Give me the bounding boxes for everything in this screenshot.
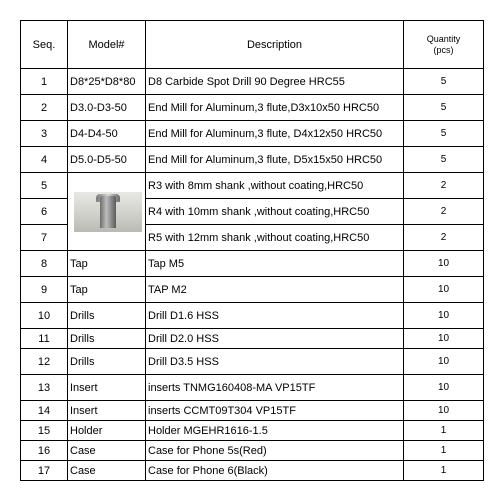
description-cell: Drill D1.6 HSS <box>146 303 404 329</box>
model-cell: Case <box>68 441 146 461</box>
model-cell: Drills <box>68 329 146 349</box>
description-cell: R4 with 10mm shank ,without coating,HRC50 <box>146 199 404 225</box>
quantity-cell: 10 <box>404 303 484 329</box>
seq-cell: 3 <box>21 121 68 147</box>
table-header-row <box>21 21 484 69</box>
quantity-cell: 10 <box>404 277 484 303</box>
seq-cell: 13 <box>21 375 68 401</box>
description-cell: End Mill for Aluminum,3 flute, D4x12x50 HRC50 <box>146 121 404 147</box>
table-row <box>21 401 484 421</box>
header-quantity-line2: (pcs) <box>433 44 454 55</box>
header-model: Model# <box>68 21 146 69</box>
quantity-cell: 5 <box>404 69 484 95</box>
ball-end-mill-image <box>74 192 142 232</box>
header-description: Description <box>146 21 404 69</box>
description-cell: Drill D3.5 HSS <box>146 349 404 375</box>
seq-cell: 1 <box>21 69 68 95</box>
model-cell: D5.0-D5-50 <box>68 147 146 173</box>
table-row <box>21 121 484 147</box>
table-row <box>21 173 484 199</box>
seq-cell: 12 <box>21 349 68 375</box>
seq-cell: 8 <box>21 251 68 277</box>
quantity-cell: 1 <box>404 441 484 461</box>
table-row <box>21 277 484 303</box>
description-cell: R5 with 12mm shank ,without coating,HRC50 <box>146 225 404 251</box>
seq-cell: 9 <box>21 277 68 303</box>
model-cell: Drills <box>68 303 146 329</box>
description-cell: Tap M5 <box>146 251 404 277</box>
quantity-cell: 1 <box>404 461 484 481</box>
table-row <box>21 303 484 329</box>
table-row <box>21 349 484 375</box>
description-cell: D8 Carbide Spot Drill 90 Degree HRC55 <box>146 69 404 95</box>
model-image-cell <box>68 173 146 251</box>
table-row <box>21 461 484 481</box>
quantity-cell: 2 <box>404 173 484 199</box>
seq-cell: 17 <box>21 461 68 481</box>
quantity-cell: 5 <box>404 147 484 173</box>
seq-cell: 2 <box>21 95 68 121</box>
description-cell: Drill D2.0 HSS <box>146 329 404 349</box>
model-cell: Holder <box>68 421 146 441</box>
quantity-cell: 10 <box>404 329 484 349</box>
header-quantity-line1: Quantity <box>426 33 461 44</box>
quantity-cell: 5 <box>404 95 484 121</box>
description-cell: inserts CCMT09T304 VP15TF <box>146 401 404 421</box>
model-cell: Drills <box>68 349 146 375</box>
description-cell: TAP M2 <box>146 277 404 303</box>
description-cell: End Mill for Aluminum,3 flute, D5x15x50 HRC50 <box>146 147 404 173</box>
quantity-cell: 10 <box>404 375 484 401</box>
seq-cell: 4 <box>21 147 68 173</box>
table-row <box>21 329 484 349</box>
description-cell: End Mill for Aluminum,3 flute,D3x10x50 HRC50 <box>146 95 404 121</box>
description-cell: R3 with 8mm shank ,without coating,HRC50 <box>146 173 404 199</box>
quantity-cell: 10 <box>404 401 484 421</box>
seq-cell: 7 <box>21 225 68 251</box>
seq-cell: 14 <box>21 401 68 421</box>
quantity-cell: 5 <box>404 121 484 147</box>
description-cell: inserts TNMG160408-MA VP15TF <box>146 375 404 401</box>
quantity-cell: 2 <box>404 199 484 225</box>
model-cell: Tap <box>68 251 146 277</box>
table-row <box>21 147 484 173</box>
seq-cell: 10 <box>21 303 68 329</box>
tool-shank-shape <box>100 196 116 228</box>
table-row <box>21 95 484 121</box>
quantity-cell: 2 <box>404 225 484 251</box>
table-row <box>21 441 484 461</box>
table-row <box>21 251 484 277</box>
model-cell: Tap <box>68 277 146 303</box>
seq-cell: 15 <box>21 421 68 441</box>
model-cell: Insert <box>68 401 146 421</box>
table-row <box>21 421 484 441</box>
model-cell: Insert <box>68 375 146 401</box>
table-row <box>21 69 484 95</box>
quantity-cell: 10 <box>404 349 484 375</box>
model-cell: D8*25*D8*80 <box>68 69 146 95</box>
seq-cell: 16 <box>21 441 68 461</box>
description-cell: Case for Phone 5s(Red) <box>146 441 404 461</box>
order-table <box>20 20 484 481</box>
seq-cell: 11 <box>21 329 68 349</box>
table-row <box>21 375 484 401</box>
seq-cell: 5 <box>21 173 68 199</box>
seq-cell: 6 <box>21 199 68 225</box>
header-seq: Seq. <box>21 21 68 69</box>
model-cell: D3.0-D3-50 <box>68 95 146 121</box>
quantity-cell: 1 <box>404 421 484 441</box>
quantity-cell: 10 <box>404 251 484 277</box>
description-cell: Case for Phone 6(Black) <box>146 461 404 481</box>
model-cell: Case <box>68 461 146 481</box>
header-quantity <box>404 21 484 69</box>
description-cell: Holder MGEHR1616-1.5 <box>146 421 404 441</box>
model-cell: D4-D4-50 <box>68 121 146 147</box>
